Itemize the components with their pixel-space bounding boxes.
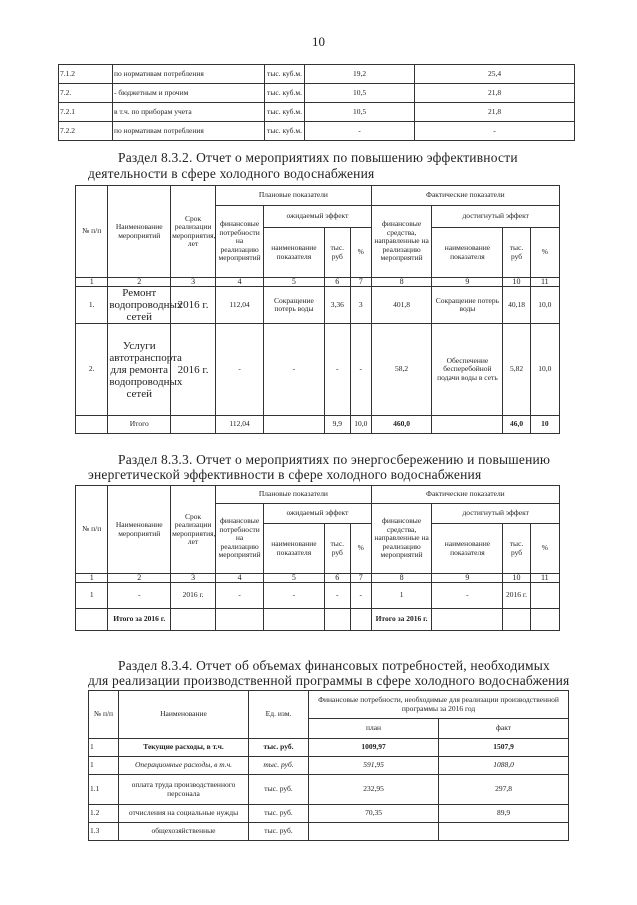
col-fact-group: Фактические показатели (371, 186, 559, 206)
table-row (89, 823, 569, 841)
row-ind2: - (432, 583, 503, 609)
col-pct2: % (530, 524, 559, 574)
col-fin-spent: финансовые средства, направленные на реализацию мероприятий (371, 206, 432, 278)
row-no: 7.1.2 (59, 65, 113, 84)
row-unit: тыс. куб.м. (265, 65, 305, 84)
col-fact-group: Фактические показатели (371, 486, 559, 504)
row-thous2: 40,18 (503, 287, 530, 324)
row-pct2: 10,0 (530, 287, 559, 324)
row-plan: 232,95 (309, 775, 439, 805)
row-no: 1 (89, 757, 119, 775)
col-achieved: достигнутый эффект (432, 206, 560, 228)
col-ind-name: наименование показателя (264, 228, 325, 278)
row-unit: тыс. куб.м. (265, 84, 305, 103)
col-number: 4 (216, 574, 264, 583)
row-thous2: 2016 г. (503, 583, 530, 609)
row-unit: тыс. руб. (249, 757, 309, 775)
row-name: в т.ч. по приборам учета (113, 103, 265, 122)
col-fact: факт (439, 719, 569, 739)
row-fin: 112,04 (216, 287, 264, 324)
row-term: 2016 г. (171, 287, 216, 324)
col-number: 7 (350, 574, 371, 583)
row-spent: 58,2 (371, 324, 432, 416)
row-plan: 10,5 (305, 103, 415, 122)
row-plan: 10,5 (305, 84, 415, 103)
col-number: 9 (432, 278, 503, 287)
row-name: - бюджетным и прочим (113, 84, 265, 103)
col-number: 5 (264, 278, 325, 287)
row-unit: тыс. руб. (249, 805, 309, 823)
table-row (89, 757, 569, 775)
col-no: № п/п (89, 691, 119, 739)
row-plan: 591,95 (309, 757, 439, 775)
row-name: Операционные расходы, в т.ч. (119, 757, 249, 775)
row-pct: 3 (350, 287, 371, 324)
row-no: 1. (76, 287, 108, 324)
row-unit: тыс. руб. (249, 775, 309, 805)
section-833-title-line1: Раздел 8.3.3. Отчет о мероприятиях по энергосбережению и повышению (118, 452, 551, 467)
row-no: 2. (76, 324, 108, 416)
total-pct: 10,0 (350, 416, 371, 434)
col-term: Срок реализации мероприятия, лет (171, 486, 216, 574)
row-term: 2016 г. (171, 583, 216, 609)
row-thous2: 5,82 (503, 324, 530, 416)
energy-saving-table (75, 485, 560, 631)
col-no: № п/п (76, 486, 108, 574)
col-term: Срок реализации мероприятия, лет (171, 186, 216, 278)
table-row (59, 122, 575, 141)
row-ind: - (264, 324, 325, 416)
row-ind: Сокращение потерь воды (264, 287, 325, 324)
row-thous: 3,36 (324, 287, 350, 324)
total-label-left: Итого за 2016 г. (108, 609, 171, 631)
row-term: 2016 г. (171, 324, 216, 416)
table-row (59, 103, 575, 122)
col-number: 10 (503, 574, 530, 583)
page-number: 10 (312, 34, 325, 49)
row-no: 7.2. (59, 84, 113, 103)
row-fact: 21,8 (415, 84, 575, 103)
table-row (59, 65, 575, 84)
measures-efficiency-table (75, 185, 560, 434)
col-number: 2 (108, 574, 171, 583)
row-fin: - (216, 583, 264, 609)
table-row (89, 775, 569, 805)
col-plan-group: Плановые показатели (216, 486, 372, 504)
col-number: 10 (503, 278, 530, 287)
col-fin-need: финансовые потребности на реализацию мероприятий (216, 206, 264, 278)
col-no: № п/п (76, 186, 108, 278)
row-pct: - (350, 324, 371, 416)
col-number: 1 (76, 574, 108, 583)
col-number: 3 (171, 574, 216, 583)
col-name: Наименование мероприятий (108, 486, 171, 574)
col-expected: ожидаемый эффект (264, 504, 372, 524)
row-fact: 1507,9 (439, 739, 569, 757)
col-achieved: достигнутый эффект (432, 504, 560, 524)
col-thous: тыс. руб (324, 524, 350, 574)
row-name: оплата труда производственного персонала (119, 775, 249, 805)
row-fact: 25,4 (415, 65, 575, 84)
row-pct: - (350, 583, 371, 609)
row-pct2: 10,0 (530, 324, 559, 416)
row-plan: - (305, 122, 415, 141)
col-pct2: % (530, 228, 559, 278)
row-fact: 297,8 (439, 775, 569, 805)
total-fin: 112,04 (216, 416, 264, 434)
row-unit: тыс. куб.м. (265, 103, 305, 122)
col-thous2: тыс. руб (503, 524, 530, 574)
row-thous: - (324, 324, 350, 416)
col-expected: ожидаемый эффект (264, 206, 372, 228)
row-ind2: Обеспечение бесперебойной подачи воды в сеть (432, 324, 503, 416)
row-no: 1 (89, 739, 119, 757)
row-name: - (108, 583, 171, 609)
total-pct2: 10 (530, 416, 559, 434)
col-pct: % (350, 228, 371, 278)
consumption-table (58, 64, 575, 141)
row-fact: 1088,0 (439, 757, 569, 775)
row-name: общехозяйственные (119, 823, 249, 841)
row-no: 7.2.1 (59, 103, 113, 122)
row-fin: - (216, 324, 264, 416)
row-pct2 (530, 583, 559, 609)
section-834-title-line2: для реализации производственной программы в сфере холодного водоснабжения (88, 673, 570, 688)
col-ind-name: наименование показателя (264, 524, 325, 574)
row-ind: - (264, 583, 325, 609)
col-pct: % (350, 524, 371, 574)
row-name: Услуги автотранспорта для ремонта водопроводных сетей (108, 324, 171, 416)
col-ind-name2: наименование показателя (432, 524, 503, 574)
col-name: Наименование мероприятий (108, 186, 171, 278)
row-plan: 1009,97 (309, 739, 439, 757)
row-unit: тыс. куб.м. (265, 122, 305, 141)
col-number: 9 (432, 574, 503, 583)
section-832-title-line2: деятельности в сфере холодного водоснабжения (88, 166, 375, 181)
col-number: 11 (530, 278, 559, 287)
col-ind-name2: наименование показателя (432, 228, 503, 278)
row-no: 7.2.2 (59, 122, 113, 141)
col-number: 1 (76, 278, 108, 287)
col-thous: тыс. руб (324, 228, 350, 278)
row-fact: 21,8 (415, 103, 575, 122)
table-row (76, 287, 560, 324)
table-row (76, 324, 560, 416)
section-832-title (118, 150, 588, 165)
row-plan: 19,2 (305, 65, 415, 84)
total-label-right: Итого за 2016 г. (371, 609, 432, 631)
row-unit: тыс. руб. (249, 739, 309, 757)
col-fin-need: финансовые потребности на реализацию мероприятий (216, 504, 264, 574)
total-thous2: 46,0 (503, 416, 530, 434)
col-number: 5 (264, 574, 325, 583)
row-fact: 89,9 (439, 805, 569, 823)
col-number: 8 (371, 278, 432, 287)
col-fin-spent: финансовые средства, направленные на реализацию мероприятий (371, 504, 432, 574)
col-plan-group: Плановые показатели (216, 186, 372, 206)
col-thous2: тыс. руб (503, 228, 530, 278)
row-no: 1 (76, 583, 108, 609)
row-spent: 1 (371, 583, 432, 609)
col-number: 3 (171, 278, 216, 287)
row-name: отчисления на социальные нужды (119, 805, 249, 823)
col-unit: Ед. изм. (249, 691, 309, 739)
col-number: 8 (371, 574, 432, 583)
col-number: 7 (350, 278, 371, 287)
col-number: 6 (324, 574, 350, 583)
row-name: по нормативам потребления (113, 65, 265, 84)
col-number: 6 (324, 278, 350, 287)
table-row (59, 84, 575, 103)
row-unit: тыс. руб. (249, 823, 309, 841)
row-spent: 401,8 (371, 287, 432, 324)
row-plan (309, 823, 439, 841)
col-number: 11 (530, 574, 559, 583)
row-fact (439, 823, 569, 841)
financial-needs-table (88, 690, 569, 841)
row-no: 1.3 (89, 823, 119, 841)
total-thous: 9,9 (324, 416, 350, 434)
total-spent: 460,0 (371, 416, 432, 434)
row-thous: - (324, 583, 350, 609)
table-row (89, 739, 569, 757)
section-834-title-line1: Раздел 8.3.4. Отчет об объемах финансовых потребностей, необходимых (118, 658, 550, 673)
total-label: Итого (108, 416, 171, 434)
table-row (89, 805, 569, 823)
row-name: Текущие расходы, в т.ч. (119, 739, 249, 757)
row-no: 1.1 (89, 775, 119, 805)
row-no: 1.2 (89, 805, 119, 823)
section-832-title-line1: Раздел 8.3.2. Отчет о мероприятиях по повышению эффективности (118, 150, 518, 165)
col-plan: план (309, 719, 439, 739)
row-plan: 70,35 (309, 805, 439, 823)
section-833-title-line2: энергетической эффективности в сфере холодного водоснабжения (88, 467, 482, 482)
row-name: Ремонт водопроводных сетей (109, 287, 183, 323)
col-number: 4 (216, 278, 264, 287)
row-fact: - (415, 122, 575, 141)
row-name: по нормативам потребления (113, 122, 265, 141)
row-ind2: Сокращение потерь воды (432, 287, 503, 324)
col-group: Финансовые потребности, необходимые для реализации производственной программы за 2016 год (309, 691, 569, 719)
col-name: Наименование (119, 691, 249, 739)
col-number: 2 (108, 278, 171, 287)
